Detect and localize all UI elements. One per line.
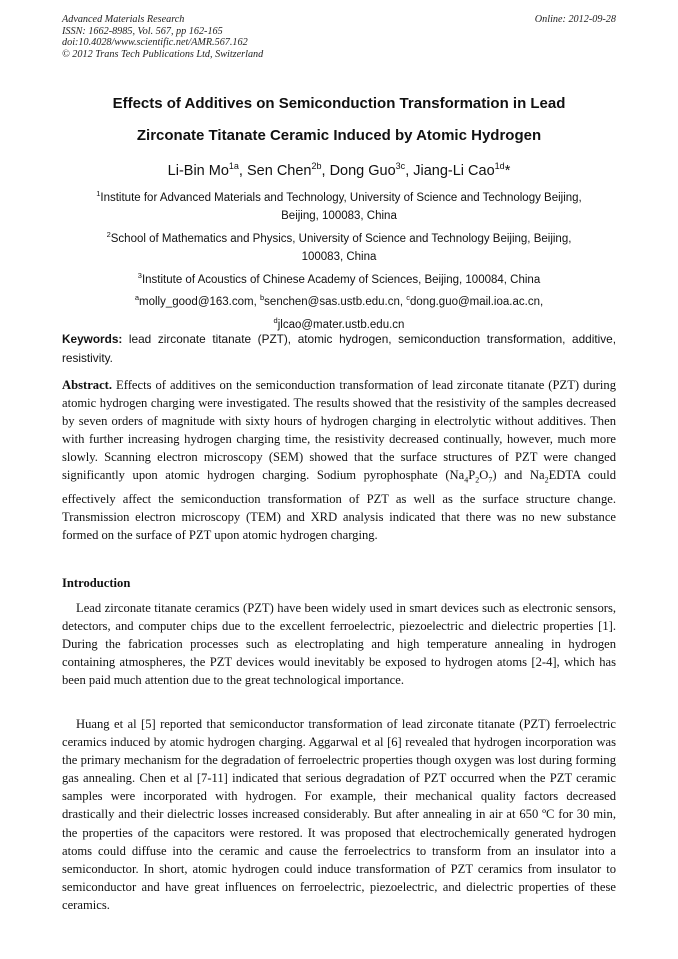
affiliation-2-cont: 100083, China xyxy=(301,251,377,264)
abstract-text: P xyxy=(468,468,476,483)
author-affil-mark: 1a xyxy=(228,161,239,171)
abstract-text: O xyxy=(479,468,489,483)
author-separator: , xyxy=(405,162,414,179)
online-date: Online: 2012-09-28 xyxy=(534,14,616,25)
email-mark: b xyxy=(260,293,265,303)
author-affil-mark: 2b xyxy=(311,161,322,171)
journal-copyright: © 2012 Trans Tech Publications Ltd, Switzerland xyxy=(62,48,264,60)
keywords-text: lead zirconate titanate (PZT), atomic hydrogen, semiconduction transformation, additive, resistivity. xyxy=(62,332,616,365)
keywords xyxy=(62,330,616,367)
title-line-2: Zirconate Titanate Ceramic Induced by Atomic Hydrogen xyxy=(136,127,542,144)
author-name: Li-Bin Mo xyxy=(167,162,229,179)
affiliation-1 xyxy=(62,185,616,207)
affiliation-2 xyxy=(62,226,616,248)
abstract xyxy=(62,376,616,544)
journal-doi: doi:10.4028/www.scientific.net/AMR.567.162 xyxy=(62,37,248,49)
affiliation-3 xyxy=(62,267,616,289)
abstract-label: Abstract. xyxy=(62,378,113,392)
journal-name: Advanced Materials Research xyxy=(62,14,185,25)
abstract-text: ) and Na xyxy=(492,468,545,483)
author-name: Jiang-Li Cao xyxy=(413,162,495,179)
affil-text: Institute of Acoustics of Chinese Academy of Sciences, Beijing, 100084, China xyxy=(141,273,541,286)
email-address: molly_good@163.com, xyxy=(139,296,260,309)
affil-mark: 1 xyxy=(96,189,101,198)
affiliation-1-cont: Beijing, 100083, China xyxy=(281,210,397,223)
subscript: 7 xyxy=(488,475,493,485)
subscript: 4 xyxy=(464,475,469,485)
author-name: Sen Chen xyxy=(246,162,312,179)
subscript: 2 xyxy=(544,475,549,485)
introduction-paragraph-2: Huang et al [5] reported that semiconductor transformation of lead zirconate titanate (PZT) ferroelectric ceramics induced by atomic hydrogen charging. Aggarwal et al [6] revealed that hydrogen incorporation was the primary mechanism for the degradation of ferroelectric properties though oxygen was lost during forming gas annealing. Chen et al [7-11] indicated that serious degradation of PZT occurred when the PZT ceramic samples were incorporated with hydrogen. For example, their mechanical quality factors decreased drastically and their dielectric losses increased considerably. But after annealing in air at 650 ºC for 30 min, the properties of the capacitors were restored. It was proposed that electrochemically generated hydrogen atoms could diffuse into the ceramic and cause the ferroelectrics to transform from an insulator into a semiconductor. In short, atomic hydrogen could induce transformation of PZT ceramics from insulator to semiconductor and have great influences on ferroelectric, piezoelectric, and dielectric properties of these ceramics. xyxy=(62,717,616,912)
journal-issn: ISSN: 1662-8985, Vol. 567, pp 162-165 xyxy=(62,25,223,37)
email-line-1 xyxy=(62,289,616,311)
email-address: senchen@sas.ustb.edu.cn, xyxy=(264,296,407,309)
email-mark: d xyxy=(273,315,278,325)
email-mark: c xyxy=(406,293,411,303)
author-affil-mark: 3c xyxy=(395,161,406,171)
title-line-1: Effects of Additives on Semiconduction Transformation in Lead xyxy=(112,95,566,112)
affil-text: Institute for Advanced Materials and Technology, University of Science and Technology Beijing, xyxy=(100,191,582,204)
author-affil-mark: 1d xyxy=(494,161,505,171)
author-separator: , xyxy=(321,162,330,179)
affil-mark: 3 xyxy=(137,271,142,281)
introduction-paragraph-1: Lead zirconate titanate ceramics (PZT) have been widely used in smart devices such as electronic sensors, detectors, and computer chips due to the excellent ferroelectric, piezoelectric and dielectric properties [1]. During the fabrication processes such as electroplating and high temperature annealing in hydrogen containing atmospheres, the PZT devices would inevitably be exposed to hydrogen atoms [2-4], which has been paid much attention due to the great technological importance. xyxy=(62,601,616,688)
email-mark: a xyxy=(134,293,139,303)
introduction-heading: Introduction xyxy=(62,576,131,590)
email-address: dong.guo@mail.ioa.ac.cn, xyxy=(410,296,544,309)
journal-header xyxy=(62,14,616,60)
corresponding-author-mark: * xyxy=(504,162,511,179)
abstract-text: EDTA could effectively affect the semiconduction transformation of PZT as well as the surface structure change. Transmission electron microscopy (TEM) and XRD analysis indicated that there was no new substance formed on the surface of PZT upon atomic hydrogen charging. xyxy=(62,468,617,543)
keywords-label: Keywords: xyxy=(62,332,123,346)
affil-mark: 2 xyxy=(106,230,111,240)
abstract-text: Effects of additives on the semiconduction transformation of lead zirconate titanate (PZT) during atomic hydrogen charging were investigated. The results showed that the resistivity of the samples decreased by seven orders of magnitude with sixty hours of hydrogen charging in electrolytic without additives. Then with further increasing hydrogen charging time, the resistivity decreased continually, however, much more slowly. Scanning electron microscopy (SEM) showed that the surface structures of PZT were changed significantly upon atomic hydrogen charging. Sodium pyrophosphate (Na xyxy=(62,378,616,483)
author-name: Dong Guo xyxy=(329,162,396,179)
subscript: 2 xyxy=(475,475,480,485)
author-list xyxy=(62,156,616,181)
affiliations xyxy=(62,185,616,334)
affil-text: School of Mathematics and Physics, University of Science and Technology Beijing, Beijing, xyxy=(110,232,572,245)
paper-title xyxy=(62,88,616,152)
email-address: jlcao@mater.ustb.edu.cn xyxy=(277,318,405,331)
author-separator: , xyxy=(238,162,247,179)
